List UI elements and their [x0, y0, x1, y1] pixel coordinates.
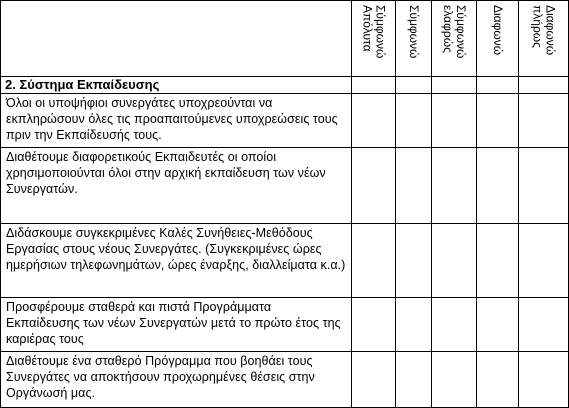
answer-cell-slightly-agree[interactable]: [432, 94, 477, 148]
section-empty-cell: [519, 77, 569, 94]
header-blank-cell: [1, 1, 352, 77]
answer-cell-agree[interactable]: [396, 352, 432, 408]
header-row: [1, 1, 569, 77]
answer-cell-slightly-agree[interactable]: [432, 224, 477, 298]
table-row: [1, 352, 569, 408]
table-row: [1, 94, 569, 148]
statement-text: Διδάσκουμε συγκεκριμένες Καλές Συνήθειες-Μεθόδους Εργασίας στους νέους Συνεργάτες. (Συγκεκριμένες ώρες ημερήσιων τηλεφωνημάτων, ώρες έναρξης, διαλλείματα κ.α.): [1, 224, 352, 298]
answer-cell-agree[interactable]: [396, 148, 432, 224]
column-header-disagree: [477, 1, 519, 77]
answer-cell-disagree[interactable]: [477, 352, 519, 408]
column-label: Σύμφωνώ ελαφρώς: [441, 5, 468, 59]
answer-cell-strongly-disagree[interactable]: [519, 148, 569, 224]
column-label: Σύμφωνώ Απόλυτα: [360, 5, 388, 59]
answer-cell-slightly-agree[interactable]: [432, 148, 477, 224]
statement-text: Προσφέρουμε σταθερά και πιστά Προγράμματα Εκπαίδευσης των νέων Συνεργατών μετά το πρώτο έτος της καριέρας τους: [1, 298, 352, 352]
column-header-strongly-agree: [352, 1, 396, 77]
answer-cell-strongly-disagree[interactable]: [519, 298, 569, 352]
section-empty-cell: [352, 77, 396, 94]
column-label: Διαφωνώ: [491, 5, 505, 56]
answer-cell-disagree[interactable]: [477, 148, 519, 224]
section-title: 2. Σύστημα Εκπαίδευσης: [1, 77, 352, 94]
section-empty-cell: [477, 77, 519, 94]
table-row: [1, 298, 569, 352]
section-empty-cell: [432, 77, 477, 94]
section-empty-cell: [396, 77, 432, 94]
answer-cell-strongly-agree[interactable]: [352, 298, 396, 352]
answer-cell-agree[interactable]: [396, 298, 432, 352]
answer-cell-slightly-agree[interactable]: [432, 298, 477, 352]
answer-cell-disagree[interactable]: [477, 94, 519, 148]
answer-cell-agree[interactable]: [396, 224, 432, 298]
answer-cell-strongly-disagree[interactable]: [519, 224, 569, 298]
answer-cell-disagree[interactable]: [477, 298, 519, 352]
column-header-slightly-agree: [432, 1, 477, 77]
answer-cell-strongly-agree[interactable]: [352, 224, 396, 298]
table-row: [1, 224, 569, 298]
answer-cell-strongly-disagree[interactable]: [519, 94, 569, 148]
column-header-agree: [396, 1, 432, 77]
statement-text: Διαθέτουμε ένα σταθερό Πρόγραμμα που βοηθάει τους Συνεργάτες να αποκτήσουν προχωρημένες θέσεις στην Οργάνωσή μας.: [1, 352, 352, 408]
answer-cell-slightly-agree[interactable]: [432, 352, 477, 408]
answer-cell-strongly-agree[interactable]: [352, 352, 396, 408]
section-row: [1, 77, 569, 94]
table-row: [1, 148, 569, 224]
column-label: Σύμφωνώ: [407, 5, 421, 59]
statement-text: Όλοι οι υποψήφιοι συνεργάτες υποχρεούνται να εκπληρώσουν όλες τις προαπαιτούμενες υποχρεώσεις τους πριν την Εκπαίδευσής τους.: [1, 94, 352, 148]
answer-cell-disagree[interactable]: [477, 224, 519, 298]
answer-cell-strongly-agree[interactable]: [352, 148, 396, 224]
column-label: Διαφωνώ πλήρως: [530, 5, 558, 56]
statement-text: Διαθέτουμε διαφορετικούς Εκπαιδευτές οι οποίοι χρησιμοποιούνται όλοι στην αρχική εκπαίδευση των νέων Συνεργατών.: [1, 148, 352, 224]
answer-cell-strongly-agree[interactable]: [352, 94, 396, 148]
answer-cell-agree[interactable]: [396, 94, 432, 148]
column-header-strongly-disagree: [519, 1, 569, 77]
answer-cell-strongly-disagree[interactable]: [519, 352, 569, 408]
